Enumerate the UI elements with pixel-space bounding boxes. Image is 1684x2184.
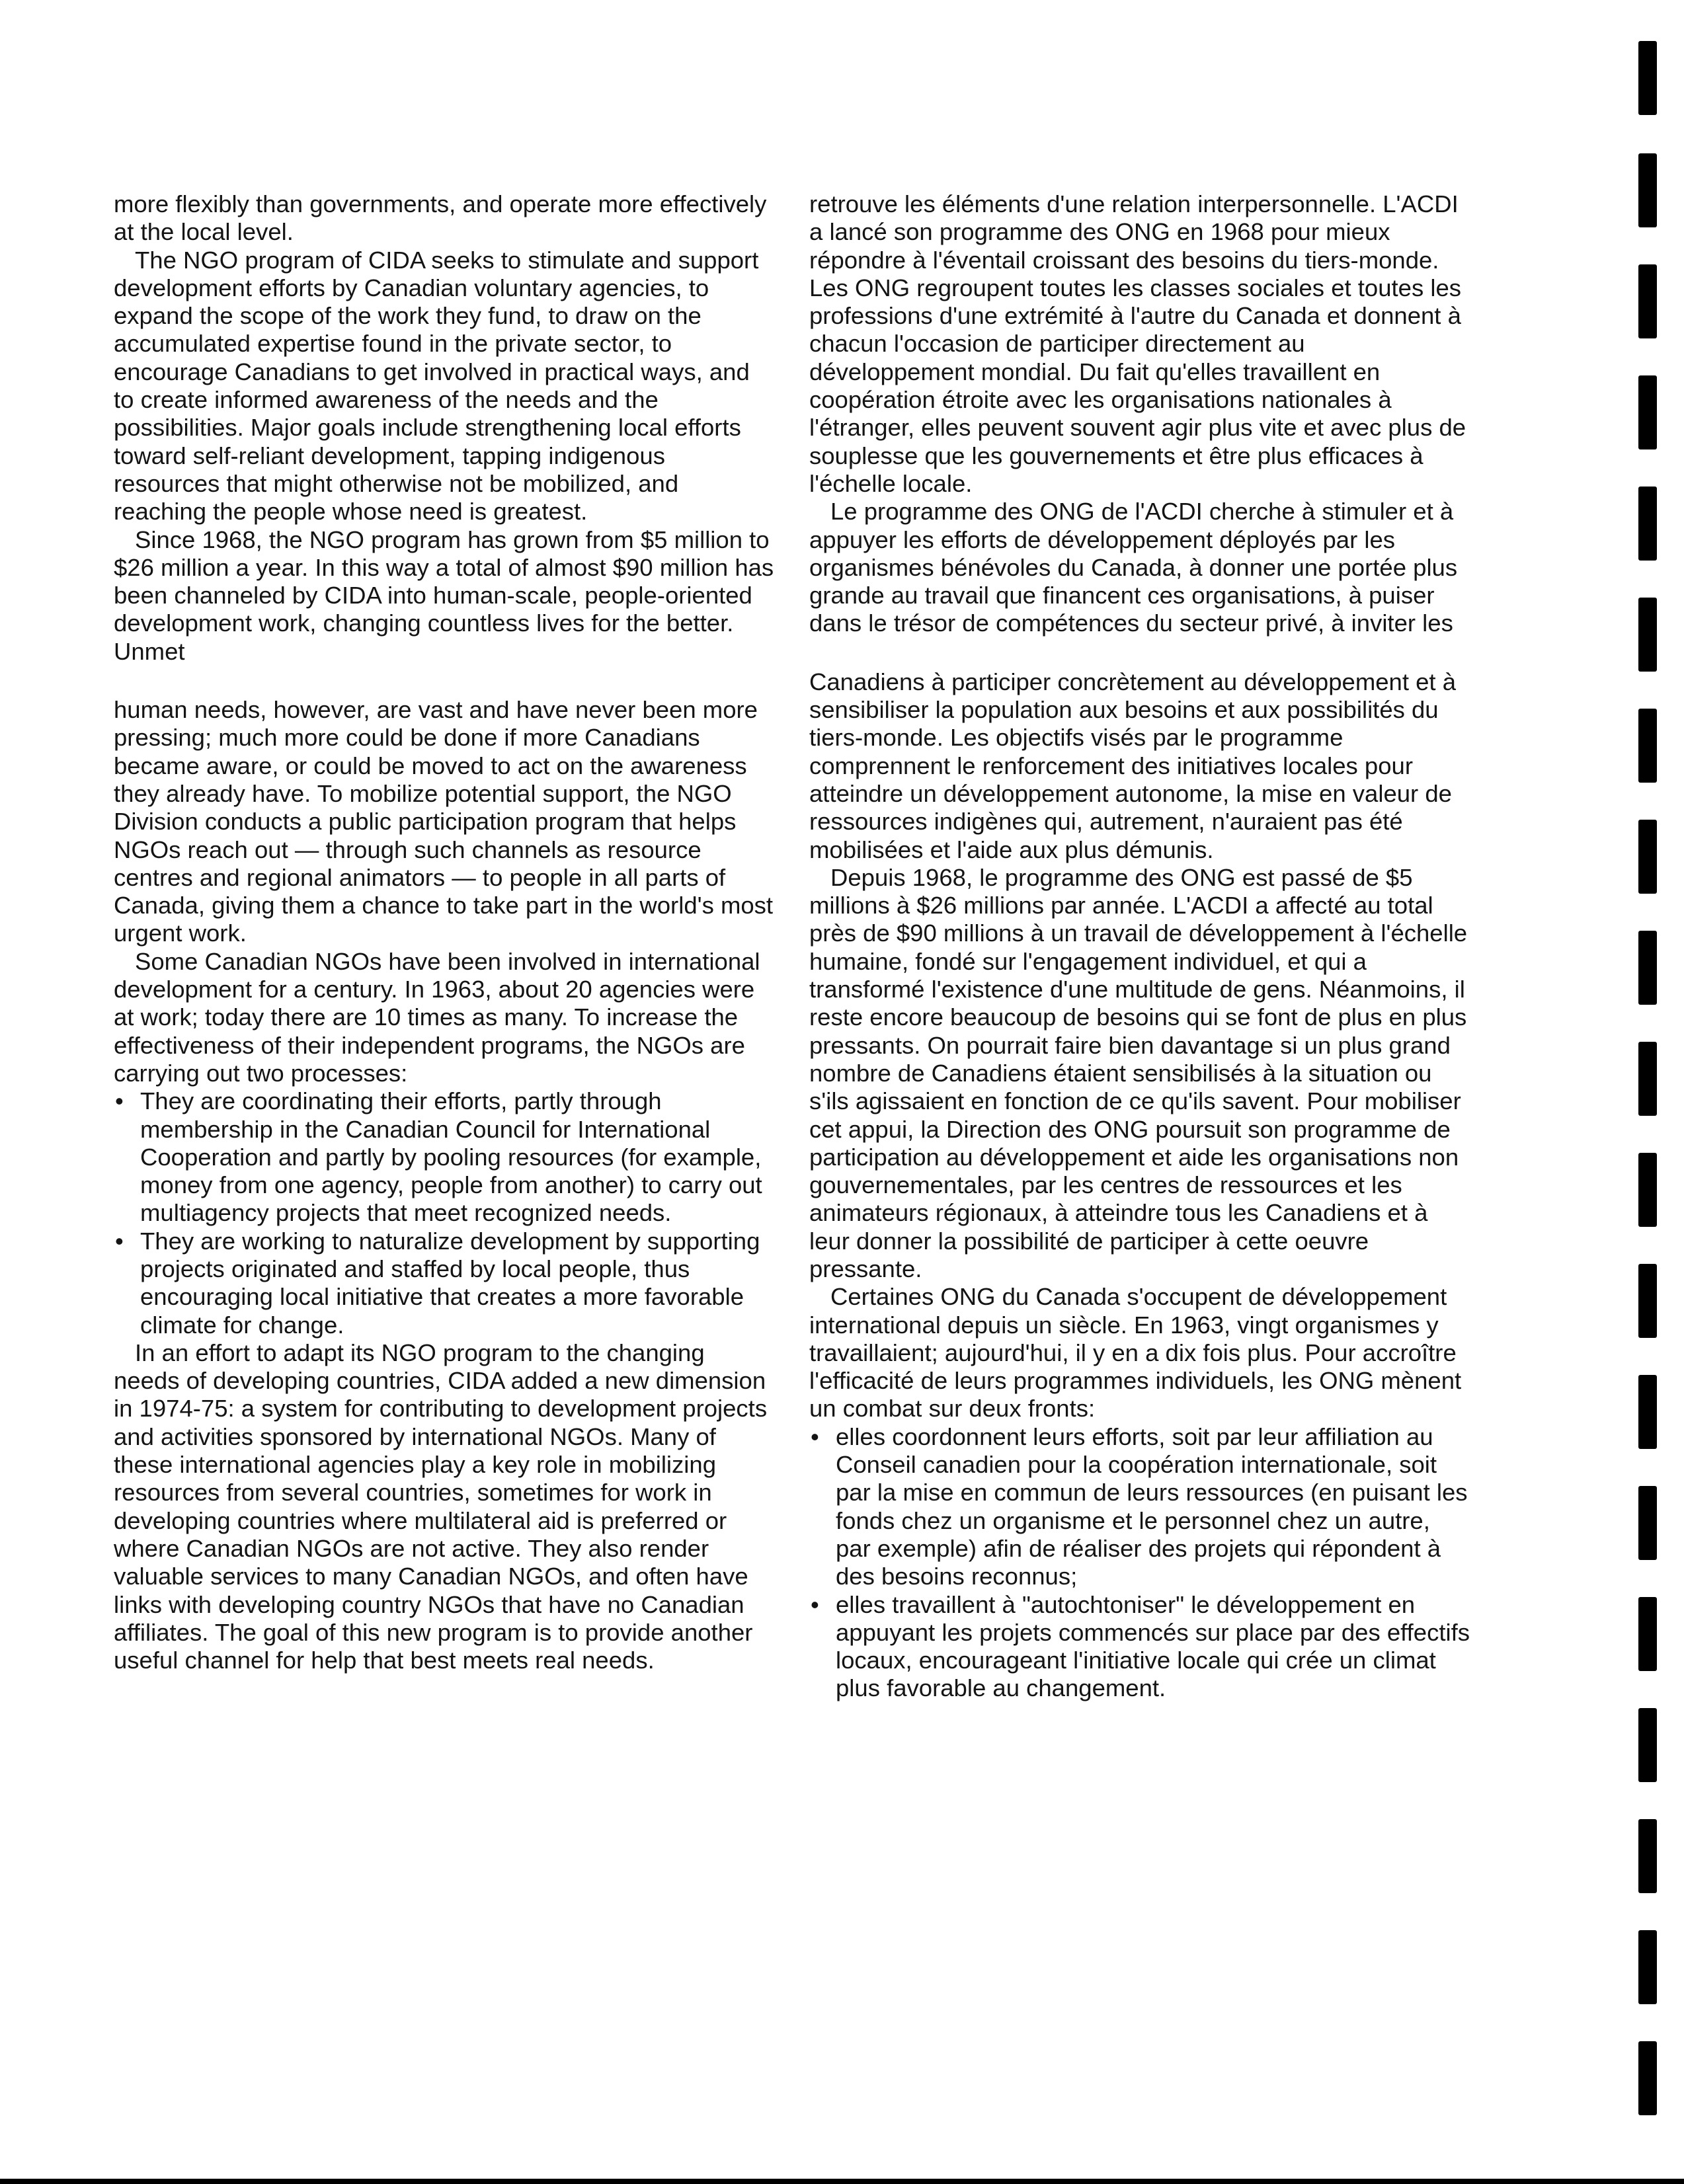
binding-mark bbox=[1638, 1153, 1657, 1227]
binding-mark bbox=[1638, 1597, 1657, 1671]
paragraph: human needs, however, are vast and have never been more pressing; much more could be done if more Canadians became aware, or could be moved to act on the awareness they already have. To mobilize potential support, the NGO Division conducts a public participation program that helps NGOs reach out — through such channels as resource centres and regional animators — to people in all parts of Canada, giving them a chance to take part in the world's most urgent work. bbox=[114, 696, 774, 947]
binding-mark bbox=[1638, 41, 1657, 115]
paragraph: retrouve les éléments d'une relation interpersonnelle. L'ACDI a lancé son programme des ONG en 1968 pour mieux répondre à l'éventail croissant des besoins du tiers-monde. Les ONG regroupent toutes les classes sociales et toutes les professions d'une extrémité à l'autre du Canada et donnent à chacun l'occasion de participer directement au développement mondial. Du fait qu'elles travaillent en coopération étroite avec les organisations nationales à l'étranger, elles peuvent souvent agir plus vite et avec plus de souplesse que les gouvernements et être plus efficaces à l'échelle locale. bbox=[809, 190, 1466, 497]
bullet-item: • They are working to naturalize development by supporting projects originated and staffed by local people, thus encouraging local initiative that creates a more favorable climate for change. bbox=[114, 1228, 775, 1339]
paragraph: Canadiens à participer concrètement au développement et à sensibiliser la population aux besoins et aux possibilités du tiers-monde. Les objectifs visés par le programme comprennent le renforcement des initiatives locales pour atteindre un développement autonome, la mise en valeur de ressources indigènes qui, autrement, n'auraient pas été mobilisées et l'aide aux plus démunis. bbox=[809, 668, 1456, 863]
binding-mark bbox=[1638, 1486, 1657, 1560]
english-column bbox=[114, 190, 775, 1674]
paragraph: Some Canadian NGOs have been involved in international development for a century. In 1963, about 20 agencies were at work; today there are 10 times as many. To increase the effectiveness of their independent programs, the NGOs are carrying out two processes: bbox=[114, 947, 760, 1087]
french-column bbox=[809, 190, 1470, 1703]
bottom-edge-rule bbox=[0, 2179, 1684, 2184]
binding-mark bbox=[1638, 153, 1657, 227]
binding-mark bbox=[1638, 487, 1657, 561]
paragraph: Depuis 1968, le programme des ONG est passé de $5 millions à $26 millions par année. L'ACDI a affecté au total près de $90 millions à un travail de développement à l'échelle humaine, fondé sur l'engagement individuel, et qui a transformé l'existence d'une multitude de gens. Néanmoins, il reste encore beaucoup de besoins qui se font de plus en plus pressants. On pourrait faire bien davantage si un plus grand nombre de Canadiens étaient sensibilisés à la situation ou s'ils agissaient en fonction de ce qu'ils savent. Pour mobiliser cet appui, la Direction des ONG poursuit son programme de participation au développement et aide les organisations non gouvernementales, par les centres de ressources et les animateurs régionaux, à atteindre tous les Canadiens et à leur donner la possibilité de participer à cette oeuvre pressante. bbox=[809, 863, 1468, 1282]
binding-mark bbox=[1638, 820, 1657, 894]
binding-mark bbox=[1638, 1708, 1657, 1782]
binding-marks bbox=[1638, 0, 1658, 2184]
paragraph: The NGO program of CIDA seeks to stimulate and support development efforts by Canadian voluntary agencies, to expand the scope of the work they fund, to draw on the accumulated expertise found in the private sector, to encourage Canadians to get involved in practical ways, and to create informed awareness of the needs and the possibilities. Major goals include strengthening local efforts toward self-reliant development, tapping indigenous resources that might otherwise not be mobilized, and reaching the people whose need is greatest. bbox=[114, 246, 759, 526]
binding-mark bbox=[1638, 709, 1657, 783]
paragraph: more flexibly than governments, and operate more effectively at the local level. bbox=[114, 190, 767, 246]
binding-mark bbox=[1638, 1819, 1657, 1893]
paragraph: In an effort to adapt its NGO program to the changing needs of developing countries, CIDA added a new dimension in 1974-75: a system for contributing to development projects and activities sponsored by international NGOs. Many of these international agencies play a key role in mobilizing resources from several countries, sometimes for work in developing countries where multilateral aid is preferred or where Canadian NGOs are not active. They also render valuable services to many Canadian NGOs, and often have links with developing country NGOs that have no Canadian affiliates. The goal of this new program is to provide another useful channel for help that best meets real needs. bbox=[114, 1339, 768, 1674]
section-gap bbox=[809, 638, 1470, 668]
bullet-item: • elles travaillent à "autochtoniser" le développement en appuyant les projets commencés sur place par des effectifs locaux, encourageant l'initiative locale qui crée un climat plus favorable au changement. bbox=[809, 1591, 1470, 1703]
binding-mark bbox=[1638, 1264, 1657, 1338]
binding-mark bbox=[1638, 1042, 1657, 1116]
paragraph: Le programme des ONG de l'ACDI cherche à stimuler et à appuyer les efforts de développement déployés par les organismes bénévoles du Canada, à donner une portée plus grande au travail que financent ces organisations, à puiser dans le trésor de compétences du secteur privé, à inviter les bbox=[809, 498, 1458, 637]
bullet-item: • They are coordinating their efforts, partly through membership in the Canadian Council for International Cooperation and partly by pooling resources (for example, money from one agency, people from another) to carry out multiagency projects that meet recognized needs. bbox=[114, 1087, 775, 1227]
paragraph: Certaines ONG du Canada s'occupent de développement international depuis un siècle. En 1963, vingt organismes y travaillaient; aujourd'hui, il y en a dix fois plus. Pour accroître l'efficacité de leurs programmes individuels, les ONG mènent un combat sur deux fronts: bbox=[809, 1283, 1462, 1423]
section-gap bbox=[114, 666, 775, 696]
binding-mark bbox=[1638, 1375, 1657, 1449]
bullet-item: • elles coordonnent leurs efforts, soit par leur affiliation au Conseil canadien pour la coopération internationale, soit par la mise en commun de leurs ressources (en puisant les fonds chez un organisme et le personnel chez un autre, par exemple) afin de réaliser des projets qui répondent à des besoins reconnus; bbox=[809, 1423, 1470, 1591]
binding-mark bbox=[1638, 264, 1657, 338]
binding-mark bbox=[1638, 1930, 1657, 2004]
binding-mark bbox=[1638, 598, 1657, 672]
binding-mark bbox=[1638, 2041, 1657, 2115]
paragraph: Since 1968, the NGO program has grown from $5 million to $26 million a year. In this way a total of almost $90 million has been channeled by CIDA into human-scale, people-oriented development work, changing countless lives for the better. Unmet bbox=[114, 526, 774, 665]
binding-mark bbox=[1638, 375, 1657, 449]
binding-mark bbox=[1638, 931, 1657, 1005]
